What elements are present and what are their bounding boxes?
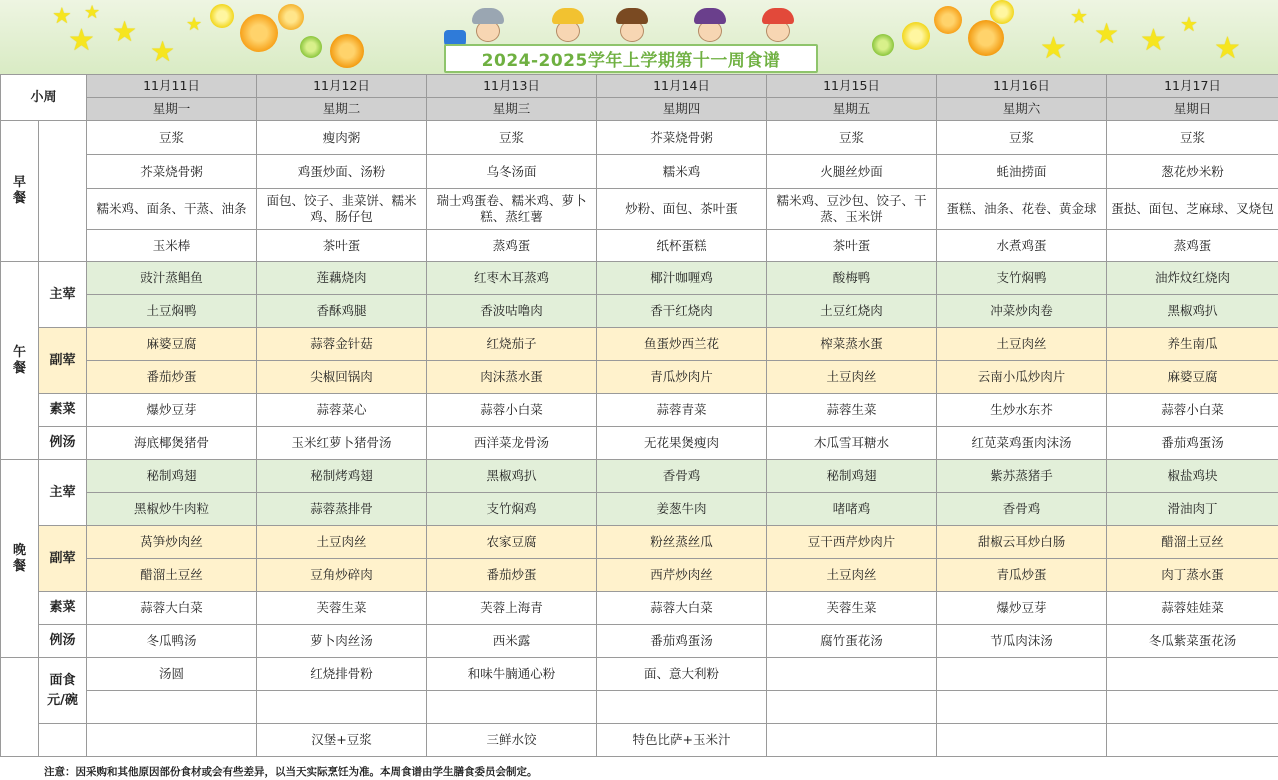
kid-glasses-icon xyxy=(758,6,798,46)
menu-cell: 冲菜炒肉卷 xyxy=(937,295,1107,328)
menu-cell: 香干红烧肉 xyxy=(597,295,767,328)
menu-cell xyxy=(1107,658,1278,691)
menu-cell: 三鲜水饺 xyxy=(427,724,597,757)
menu-cell: 糯米鸡、面条、干蒸、油条 xyxy=(87,189,257,230)
menu-cell: 鸡蛋炒面、汤粉 xyxy=(257,155,427,189)
menu-cell: 甜椒云耳炒白肠 xyxy=(937,526,1107,559)
star-icon: ★ xyxy=(1040,31,1067,66)
header-banner xyxy=(0,0,1278,74)
menu-cell xyxy=(257,691,427,724)
menu-cell: 蛋糕、油条、花卷、黄金球 xyxy=(937,189,1107,230)
noodle-row xyxy=(1,691,1278,724)
menu-cell: 红烧茄子 xyxy=(427,328,597,361)
breakfast-row xyxy=(1,230,1278,262)
menu-cell: 香波咕噜肉 xyxy=(427,295,597,328)
menu-cell: 黑椒炒牛肉粒 xyxy=(87,493,257,526)
meal-label-breakfast xyxy=(1,121,39,262)
lunch-label: 午餐 xyxy=(12,344,26,376)
menu-cell xyxy=(1107,724,1278,757)
star-icon: ★ xyxy=(52,4,72,29)
menu-cell: 蒸鸡蛋 xyxy=(427,230,597,262)
menu-cell: 汤圆 xyxy=(87,658,257,691)
dinner-side-row xyxy=(1,526,1278,559)
menu-cell: 冬瓜鸭汤 xyxy=(87,625,257,658)
date-cell: 11月15日 xyxy=(767,75,937,98)
menu-cell: 豆浆 xyxy=(427,121,597,155)
star-icon: ★ xyxy=(186,14,203,35)
menu-cell: 火腿丝炒面 xyxy=(767,155,937,189)
weekday-cell: 星期二 xyxy=(257,98,427,121)
category-label-veg: 素菜 xyxy=(39,592,87,625)
dinner-main-row xyxy=(1,460,1278,493)
menu-cell: 云南小瓜炒肉片 xyxy=(937,361,1107,394)
menu-cell: 芙蓉生菜 xyxy=(257,592,427,625)
category-label-main: 主荤 xyxy=(39,262,87,328)
menu-cell: 茶叶蛋 xyxy=(257,230,427,262)
menu-cell xyxy=(937,724,1107,757)
menu-cell: 红苋菜鸡蛋肉沫汤 xyxy=(937,427,1107,460)
menu-cell: 青瓜炒肉片 xyxy=(597,361,767,394)
menu-cell: 玉米棒 xyxy=(87,230,257,262)
menu-cell: 特色比萨+玉米汁 xyxy=(597,724,767,757)
star-icon: ★ xyxy=(1214,31,1241,66)
kid-witch-icon xyxy=(690,6,730,46)
menu-cell: 啫啫鸡 xyxy=(767,493,937,526)
category-label-side: 副荤 xyxy=(39,526,87,592)
menu-cell: 芥菜烧骨粥 xyxy=(87,155,257,189)
menu-cell: 支竹焖鸭 xyxy=(937,262,1107,295)
menu-cell: 面、意大利粉 xyxy=(597,658,767,691)
menu-cell: 尖椒回锅肉 xyxy=(257,361,427,394)
orange-slice-icon xyxy=(934,6,962,34)
menu-cell: 土豆肉丝 xyxy=(257,526,427,559)
weekday-cell: 星期五 xyxy=(767,98,937,121)
noodle-row xyxy=(1,658,1278,691)
star-icon: ★ xyxy=(1180,12,1198,36)
menu-cell: 支竹焖鸡 xyxy=(427,493,597,526)
date-cell: 11月14日 xyxy=(597,75,767,98)
menu-cell: 青瓜炒蛋 xyxy=(937,559,1107,592)
menu-cell: 肉沫蒸水蛋 xyxy=(427,361,597,394)
menu-cell: 豆干西芹炒肉片 xyxy=(767,526,937,559)
noodle-row xyxy=(1,724,1278,757)
footnote: 注意：因采购和其他原因部份食材或会有些差异，以当天实际烹饪为准。本周食谱由学生膳食委员会制定。 xyxy=(44,766,538,778)
dinner-side-row xyxy=(1,559,1278,592)
date-row xyxy=(1,75,1278,98)
menu-cell: 冬瓜紫菜蛋花汤 xyxy=(1107,625,1278,658)
menu-cell: 蒜蓉娃娃菜 xyxy=(1107,592,1278,625)
menu-cell: 糯米鸡、豆沙包、饺子、干蒸、玉米饼 xyxy=(767,189,937,230)
menu-cell: 葱花炒米粉 xyxy=(1107,155,1278,189)
menu-cell: 养生南瓜 xyxy=(1107,328,1278,361)
menu-cell xyxy=(87,724,257,757)
star-icon: ★ xyxy=(1094,17,1120,50)
menu-cell: 秘制鸡翅 xyxy=(87,460,257,493)
menu-cell: 蒜蓉金针菇 xyxy=(257,328,427,361)
meal-label-dinner xyxy=(1,460,39,658)
menu-cell: 番茄鸡蛋汤 xyxy=(597,625,767,658)
menu-cell xyxy=(767,724,937,757)
menu-cell: 纸杯蛋糕 xyxy=(597,230,767,262)
menu-cell: 番茄鸡蛋汤 xyxy=(1107,427,1278,460)
kid-cowboy-icon xyxy=(612,6,652,46)
menu-cell: 滑油肉丁 xyxy=(1107,493,1278,526)
menu-cell: 红枣木耳蒸鸡 xyxy=(427,262,597,295)
orange-slice-icon xyxy=(330,34,364,68)
menu-cell: 爆炒豆芽 xyxy=(937,592,1107,625)
menu-cell: 蒸鸡蛋 xyxy=(1107,230,1278,262)
noodle-sub-blank xyxy=(39,724,87,757)
menu-cell: 番茄炒蛋 xyxy=(427,559,597,592)
category-label-side: 副荤 xyxy=(39,328,87,394)
menu-cell: 萝卜肉丝汤 xyxy=(257,625,427,658)
date-cell: 11月17日 xyxy=(1107,75,1278,98)
lime-slice-icon xyxy=(300,36,322,58)
menu-cell xyxy=(1107,691,1278,724)
page-title: 2024-2025学年上学期第十一周食谱 xyxy=(444,44,818,73)
menu-cell: 西洋菜龙骨汤 xyxy=(427,427,597,460)
meal-label-lunch xyxy=(1,262,39,460)
lemon-slice-icon xyxy=(990,0,1014,24)
menu-cell: 面包、饺子、韭菜饼、糯米鸡、肠仔包 xyxy=(257,189,427,230)
dinner-soup-row xyxy=(1,625,1278,658)
menu-cell: 香骨鸡 xyxy=(937,493,1107,526)
weekday-cell: 星期三 xyxy=(427,98,597,121)
lunch-soup-row xyxy=(1,427,1278,460)
lemon-slice-icon xyxy=(902,22,930,50)
breakfast-sub-blank xyxy=(39,121,87,262)
menu-cell: 瘦肉粥 xyxy=(257,121,427,155)
star-icon: ★ xyxy=(1140,23,1167,58)
star-icon: ★ xyxy=(150,35,176,68)
menu-cell: 蒜蓉小白菜 xyxy=(427,394,597,427)
menu-cell: 水煮鸡蛋 xyxy=(937,230,1107,262)
menu-cell: 芥菜烧骨粥 xyxy=(597,121,767,155)
menu-cell: 番茄炒蛋 xyxy=(87,361,257,394)
menu-cell: 麻婆豆腐 xyxy=(1107,361,1278,394)
weekday-cell: 星期六 xyxy=(937,98,1107,121)
menu-cell: 黑椒鸡扒 xyxy=(1107,295,1278,328)
menu-cell: 生炒水东芥 xyxy=(937,394,1107,427)
category-label-soup: 例汤 xyxy=(39,625,87,658)
noodle-blank xyxy=(1,658,39,757)
date-cell: 11月11日 xyxy=(87,75,257,98)
orange-slice-icon xyxy=(278,4,304,30)
menu-cell: 醋溜土豆丝 xyxy=(1107,526,1278,559)
menu-cell: 爆炒豆芽 xyxy=(87,394,257,427)
category-label-main: 主荤 xyxy=(39,460,87,526)
menu-cell: 椰汁咖喱鸡 xyxy=(597,262,767,295)
menu-cell: 麻婆豆腐 xyxy=(87,328,257,361)
weekday-cell: 星期一 xyxy=(87,98,257,121)
menu-cell xyxy=(937,658,1107,691)
menu-cell: 汉堡+豆浆 xyxy=(257,724,427,757)
menu-cell xyxy=(87,691,257,724)
menu-cell: 乌冬汤面 xyxy=(427,155,597,189)
menu-cell: 土豆红烧肉 xyxy=(767,295,937,328)
menu-cell: 紫苏蒸猪手 xyxy=(937,460,1107,493)
menu-cell: 豆浆 xyxy=(1107,121,1278,155)
menu-cell xyxy=(427,691,597,724)
breakfast-label: 早餐 xyxy=(12,175,26,206)
lunch-side-row xyxy=(1,328,1278,361)
menu-cell: 香骨鸡 xyxy=(597,460,767,493)
menu-cell: 红烧排骨粉 xyxy=(257,658,427,691)
date-cell: 11月12日 xyxy=(257,75,427,98)
lunch-side-row xyxy=(1,361,1278,394)
menu-cell: 鱼蛋炒西兰花 xyxy=(597,328,767,361)
menu-cell xyxy=(767,658,937,691)
lunch-main-row xyxy=(1,295,1278,328)
menu-cell: 榨菜蒸水蛋 xyxy=(767,328,937,361)
menu-cell: 木瓜雪耳糖水 xyxy=(767,427,937,460)
menu-cell: 玉米红萝卜猪骨汤 xyxy=(257,427,427,460)
menu-cell: 糯米鸡 xyxy=(597,155,767,189)
menu-cell: 节瓜肉沫汤 xyxy=(937,625,1107,658)
lunch-veg-row xyxy=(1,394,1278,427)
menu-cell: 秘制烤鸡翅 xyxy=(257,460,427,493)
menu-cell: 土豆肉丝 xyxy=(937,328,1107,361)
weekday-cell: 星期日 xyxy=(1107,98,1278,121)
menu-cell: 炒粉、面包、茶叶蛋 xyxy=(597,189,767,230)
menu-cell: 油炸炆红烧肉 xyxy=(1107,262,1278,295)
kid-knight-icon xyxy=(468,6,508,46)
menu-cell: 蒜蓉生菜 xyxy=(767,394,937,427)
menu-cell: 西芹炒肉丝 xyxy=(597,559,767,592)
lemon-slice-icon xyxy=(210,4,234,28)
menu-cell: 莲藕烧肉 xyxy=(257,262,427,295)
menu-cell: 莴笋炒肉丝 xyxy=(87,526,257,559)
menu-cell: 蒜蓉菜心 xyxy=(257,394,427,427)
menu-cell: 蚝油捞面 xyxy=(937,155,1107,189)
lunch-main-row xyxy=(1,262,1278,295)
menu-cell xyxy=(597,691,767,724)
menu-cell: 土豆焖鸭 xyxy=(87,295,257,328)
menu-cell: 粉丝蒸丝瓜 xyxy=(597,526,767,559)
breakfast-row xyxy=(1,121,1278,155)
menu-cell: 腐竹蛋花汤 xyxy=(767,625,937,658)
menu-table xyxy=(0,74,1278,757)
star-icon: ★ xyxy=(1070,4,1088,28)
menu-cell: 豆浆 xyxy=(87,121,257,155)
menu-cell: 豉汁蒸鲳鱼 xyxy=(87,262,257,295)
star-icon: ★ xyxy=(68,23,95,58)
menu-cell: 蒜蓉青菜 xyxy=(597,394,767,427)
lime-slice-icon xyxy=(872,34,894,56)
weekday-cell: 星期四 xyxy=(597,98,767,121)
menu-cell: 肉丁蒸水蛋 xyxy=(1107,559,1278,592)
menu-cell: 农家豆腐 xyxy=(427,526,597,559)
menu-cell: 豆浆 xyxy=(767,121,937,155)
menu-cell: 蒜蓉蒸排骨 xyxy=(257,493,427,526)
menu-cell: 醋溜土豆丝 xyxy=(87,559,257,592)
menu-cell: 西米露 xyxy=(427,625,597,658)
orange-slice-icon xyxy=(968,20,1004,56)
orange-slice-icon xyxy=(240,14,278,52)
menu-cell: 土豆肉丝 xyxy=(767,361,937,394)
menu-cell xyxy=(767,691,937,724)
kid-princess-icon xyxy=(548,6,588,46)
menu-cell: 椒盐鸡块 xyxy=(1107,460,1278,493)
category-label-noodles: 面食元/碗 xyxy=(39,658,87,724)
star-icon: ★ xyxy=(112,15,138,48)
menu-cell: 芙蓉生菜 xyxy=(767,592,937,625)
date-cell: 11月13日 xyxy=(427,75,597,98)
menu-cell: 瑞士鸡蛋卷、糯米鸡、萝卜糕、蒸红薯 xyxy=(427,189,597,230)
category-label-soup: 例汤 xyxy=(39,427,87,460)
menu-cell: 酸梅鸭 xyxy=(767,262,937,295)
menu-cell: 蒜蓉大白菜 xyxy=(597,592,767,625)
category-label-veg: 素菜 xyxy=(39,394,87,427)
menu-cell: 香酥鸡腿 xyxy=(257,295,427,328)
date-cell: 11月16日 xyxy=(937,75,1107,98)
menu-cell xyxy=(937,691,1107,724)
dinner-label: 晚餐 xyxy=(12,542,26,574)
star-icon: ★ xyxy=(84,2,101,23)
menu-cell: 土豆肉丝 xyxy=(767,559,937,592)
menu-cell: 蒜蓉大白菜 xyxy=(87,592,257,625)
menu-cell: 黑椒鸡扒 xyxy=(427,460,597,493)
dinner-main-row xyxy=(1,493,1278,526)
menu-cell: 蛋挞、面包、芝麻球、叉烧包 xyxy=(1107,189,1278,230)
menu-cell: 和味牛腩通心粉 xyxy=(427,658,597,691)
menu-cell: 秘制鸡翅 xyxy=(767,460,937,493)
week-label: 小周 xyxy=(1,75,87,121)
menu-cell: 姜葱牛肉 xyxy=(597,493,767,526)
menu-cell: 豆角炒碎肉 xyxy=(257,559,427,592)
dinner-veg-row xyxy=(1,592,1278,625)
menu-cell: 海底椰煲猪骨 xyxy=(87,427,257,460)
breakfast-row xyxy=(1,155,1278,189)
breakfast-row xyxy=(1,189,1278,230)
menu-cell: 茶叶蛋 xyxy=(767,230,937,262)
weekday-row xyxy=(1,98,1278,121)
menu-cell: 蒜蓉小白菜 xyxy=(1107,394,1278,427)
menu-cell: 芙蓉上海青 xyxy=(427,592,597,625)
menu-cell: 无花果煲瘦肉 xyxy=(597,427,767,460)
menu-cell: 豆浆 xyxy=(937,121,1107,155)
